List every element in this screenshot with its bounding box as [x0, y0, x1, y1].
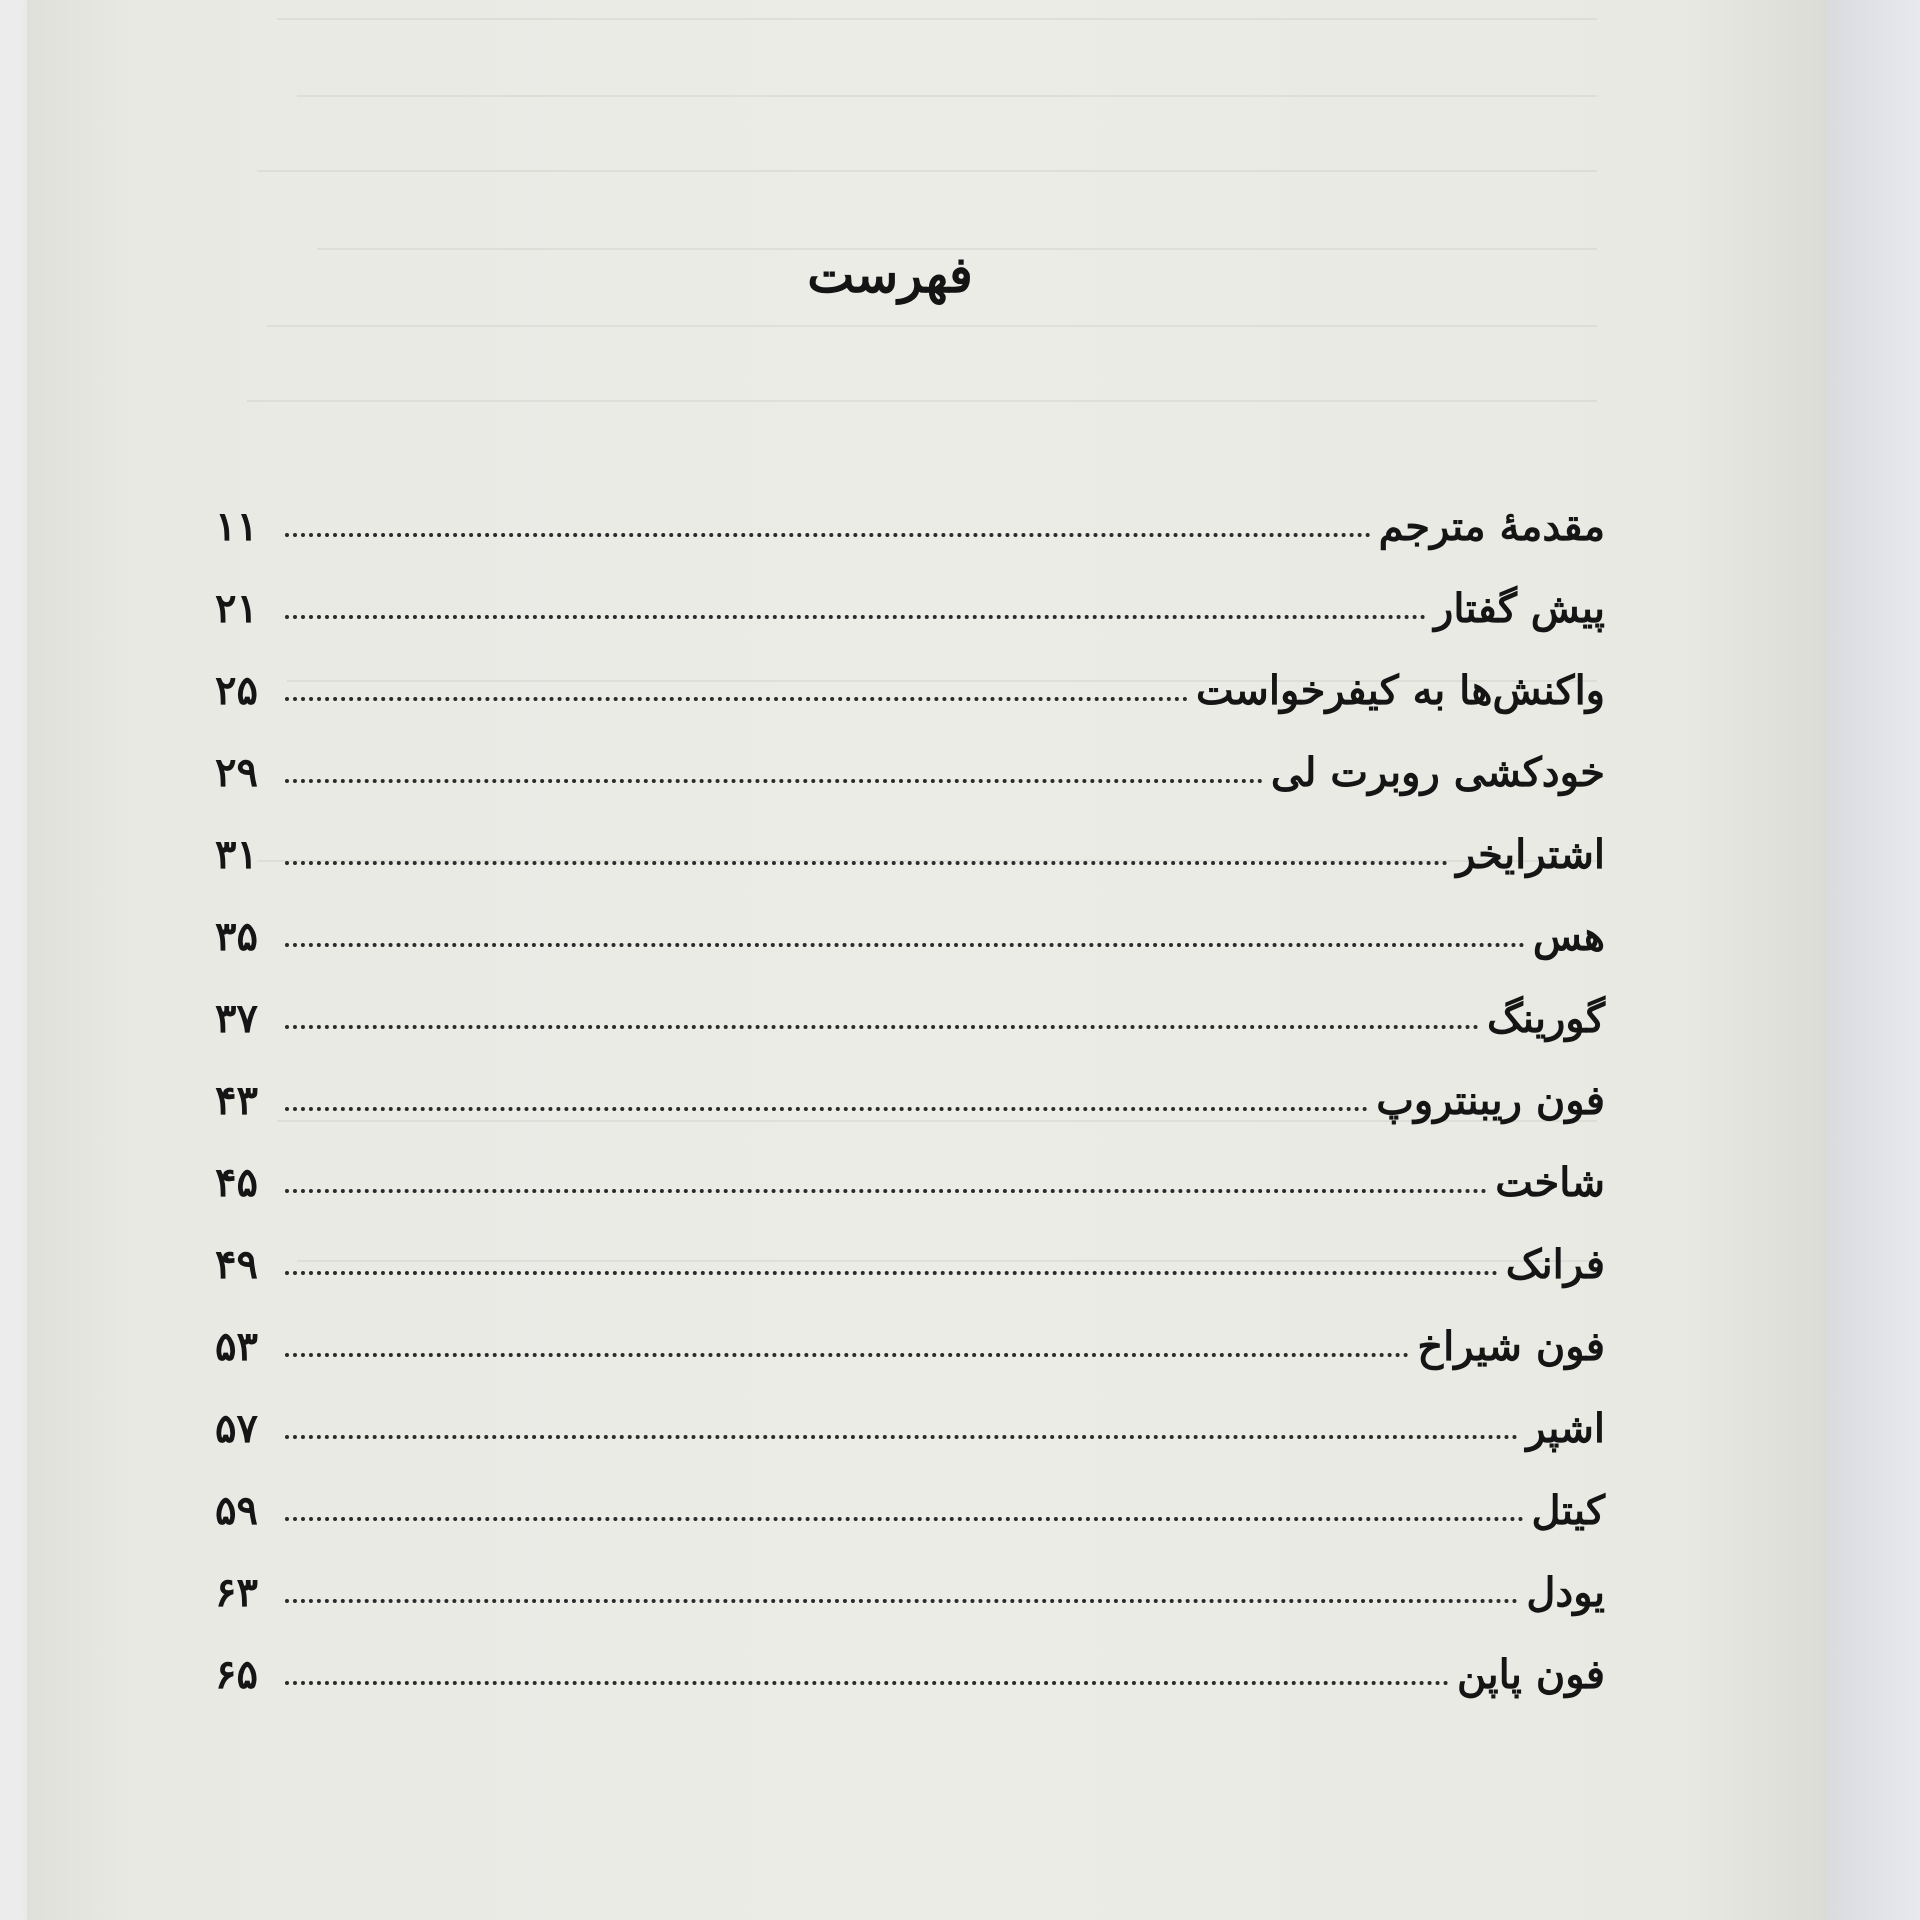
- dot-leader: [285, 1271, 1498, 1275]
- toc-entry: [215, 1039, 1605, 1124]
- toc-entry: [215, 1449, 1605, 1534]
- toc-entry-label: شاخت: [1495, 1159, 1605, 1206]
- toc-entry: [215, 1613, 1605, 1698]
- dot-leader: [285, 779, 1263, 783]
- dot-leader: [285, 1517, 1524, 1521]
- toc-entry-label: فرانک: [1505, 1241, 1605, 1288]
- toc-entry-label: گورینگ: [1486, 995, 1605, 1042]
- page-title: فهرست: [807, 245, 973, 304]
- toc-entry-page-number: ۳۷: [215, 995, 258, 1042]
- toc-entry: [215, 711, 1605, 796]
- toc-entry-label: پیش گفتار: [1434, 585, 1605, 632]
- table-of-contents: [215, 465, 1605, 1698]
- dot-leader: [285, 697, 1188, 701]
- dot-leader: [285, 1681, 1449, 1685]
- toc-entry-page-number: ۵۹: [215, 1487, 258, 1534]
- toc-entry: [215, 957, 1605, 1042]
- toc-entry: [215, 1285, 1605, 1370]
- toc-entry-page-number: ۵۷: [215, 1405, 258, 1452]
- dot-leader: [285, 1353, 1409, 1357]
- toc-entry-page-number: ۳۱: [215, 831, 258, 878]
- toc-entry: [215, 629, 1605, 714]
- dot-leader: [285, 1599, 1518, 1603]
- dot-leader: [285, 861, 1448, 865]
- toc-entry-label: یودل: [1526, 1569, 1605, 1616]
- dot-leader: [285, 533, 1371, 537]
- dot-leader: [285, 1107, 1368, 1111]
- show-through-line: [267, 325, 1597, 327]
- toc-entry: [215, 1203, 1605, 1288]
- toc-entry: [215, 547, 1605, 632]
- toc-entry-label: اشپر: [1526, 1405, 1605, 1452]
- toc-entry: [215, 875, 1605, 960]
- toc-entry: [215, 465, 1605, 550]
- page-edge: [1827, 0, 1920, 1920]
- toc-entry-page-number: ۶۳: [215, 1569, 258, 1616]
- dot-leader: [285, 615, 1426, 619]
- toc-entry: [215, 1531, 1605, 1616]
- toc-entry-label: فون پاپن: [1457, 1651, 1605, 1698]
- toc-entry-page-number: ۶۵: [215, 1651, 258, 1698]
- toc-entry-page-number: ۳۵: [215, 913, 258, 960]
- show-through-line: [257, 170, 1597, 172]
- toc-entry: [215, 793, 1605, 878]
- toc-entry-label: فون ریبنتروپ: [1376, 1077, 1605, 1124]
- toc-entry-page-number: ۴۹: [215, 1241, 258, 1288]
- toc-entry-page-number: ۲۹: [215, 749, 258, 796]
- toc-entry-page-number: ۵۳: [215, 1323, 258, 1370]
- show-through-line: [297, 95, 1597, 97]
- dot-leader: [285, 1189, 1487, 1193]
- toc-entry-page-number: ۱۱: [215, 503, 258, 550]
- toc-entry-label: خودکشی روبرت لی: [1270, 749, 1605, 796]
- toc-entry-label: اشترایخر: [1456, 831, 1605, 878]
- toc-entry-page-number: ۴۵: [215, 1159, 258, 1206]
- toc-entry: [215, 1121, 1605, 1206]
- dot-leader: [285, 1435, 1518, 1439]
- toc-entry-label: واکنش‌ها به کیفرخواست: [1196, 667, 1605, 714]
- toc-entry-page-number: ۲۱: [215, 585, 258, 632]
- toc-entry-label: هس: [1532, 913, 1605, 960]
- dot-leader: [285, 943, 1525, 947]
- toc-entry: [215, 1367, 1605, 1452]
- toc-entry-label: کیتل: [1531, 1487, 1605, 1534]
- show-through-line: [277, 18, 1597, 20]
- toc-entry-label: مقدمهٔ مترجم: [1378, 503, 1605, 550]
- toc-entry-label: فون شیراخ: [1417, 1323, 1605, 1370]
- dot-leader: [285, 1025, 1479, 1029]
- toc-entry-page-number: ۲۵: [215, 667, 258, 714]
- toc-entry-page-number: ۴۳: [215, 1077, 258, 1124]
- show-through-line: [247, 400, 1597, 402]
